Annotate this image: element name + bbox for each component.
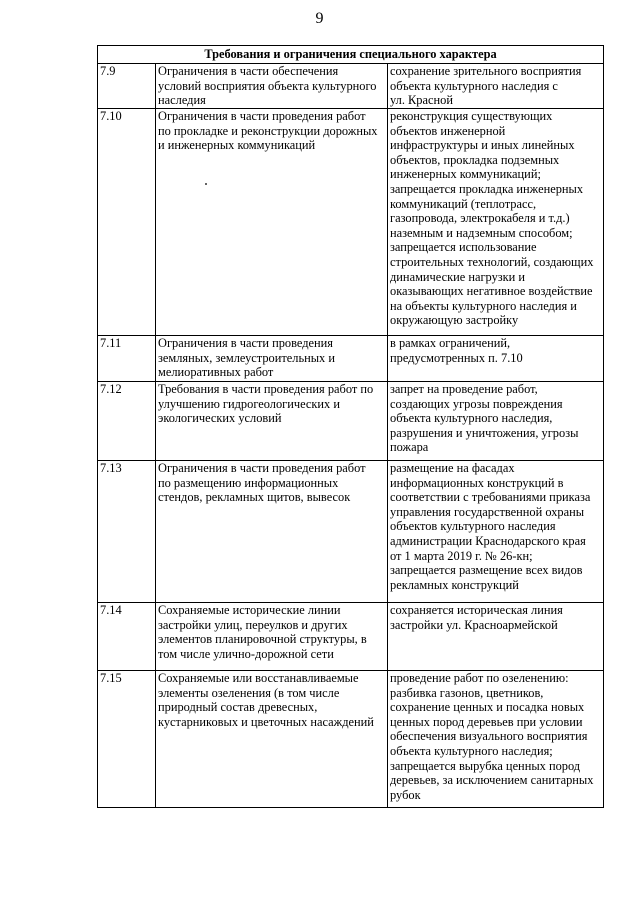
row-number — [98, 382, 156, 461]
table-row — [98, 336, 604, 382]
table-row — [98, 461, 604, 603]
row-number — [98, 64, 156, 109]
requirements-table — [97, 45, 604, 808]
requirement-text: Ограничения в части проведения работ по размещению информационных стендов, рекламных щитов, вывесок — [158, 461, 366, 505]
row-number — [98, 603, 156, 671]
row-number-text: 7.12 — [100, 382, 122, 396]
requirement-text: Ограничения в части обеспечения условий восприятия объекта культурного наследия — [158, 64, 377, 108]
table-header: Требования и ограничения специального характера — [98, 46, 604, 64]
content-text: размещение на фасадах информационных конструкций в соответствии с требованиями приказа управления государственной охраны объектов культурного наследия администрации Краснодарского края от 1 марта 2019 г. № 26-кн; запрещается размещение всех видов рекламных конструкций — [390, 461, 591, 592]
row-number — [98, 671, 156, 808]
requirement-cell — [156, 603, 388, 671]
table-row — [98, 382, 604, 461]
requirement-text: Ограничения в части проведения работ по прокладке и реконструкции дорожных и инженерных коммуникаций — [158, 109, 378, 153]
row-number — [98, 461, 156, 603]
row-number-text: 7.10 — [100, 109, 122, 123]
requirement-text: Ограничения в части проведения земляных, землеустроительных и мелиоративных работ — [158, 336, 335, 380]
content-text: проведение работ по озеленению: разбивка газонов, цветников, сохранение ценных и посадка новых ценных пород деревьев при условии обеспечения визуального восприятия объекта культурного наследия; запрещается вырубка ценных пород деревьев, за исключением санитарных рубок — [390, 671, 594, 802]
row-number-text: 7.15 — [100, 671, 122, 685]
requirement-text: Требования в части проведения работ по улучшению гидрогеологических и экологических условий — [158, 382, 374, 426]
content-cell — [388, 336, 604, 382]
content-text: в рамках ограничений, предусмотренных п. 7.10 — [390, 336, 523, 365]
content-text: реконструкция существующих объектов инженерной инфраструктуры и иных линейных объектов, прокладка подземных инженерных коммуникаций; запрещается прокладка инженерных коммуникаций (теплотрасс, газопровода, электрокабеля и т.д.) наземным и надземным способом; запрещается использование строительных технологий, создающих динамические нагрузки и оказывающих негативное воздействие на объекты культурного наследия и окружающую застройку — [390, 109, 594, 328]
content-cell — [388, 109, 604, 336]
content-cell — [388, 603, 604, 671]
requirement-cell — [156, 64, 388, 109]
scan-speck — [205, 183, 207, 185]
content-cell — [388, 461, 604, 603]
content-text: запрет на проведение работ, создающих угрозы повреждения объекта культурного наследия, разрушения и уничтожения, угрозы пожара — [390, 382, 579, 455]
table-header-row — [98, 46, 604, 64]
requirement-text: Сохраняемые или восстанавливаемые элементы озеленения (в том числе природный состав древесных, кустарниковых и цветочных насаждений — [158, 671, 374, 729]
table-row — [98, 671, 604, 808]
content-text: сохраняется историческая линия застройки ул. Красноармейской — [390, 603, 563, 632]
requirement-cell — [156, 109, 388, 336]
requirement-cell — [156, 336, 388, 382]
requirement-text: Сохраняемые исторические линии застройки улиц, переулков и других элементов планировочной структуры, в том числе улично-дорожной сети — [158, 603, 367, 661]
row-number-text: 7.14 — [100, 603, 122, 617]
requirement-cell — [156, 671, 388, 808]
table-row — [98, 109, 604, 336]
page-number: 9 — [315, 10, 324, 27]
row-number-text: 7.11 — [100, 336, 122, 350]
table-row — [98, 603, 604, 671]
content-cell — [388, 64, 604, 109]
requirement-cell — [156, 461, 388, 603]
content-cell — [388, 382, 604, 461]
row-number — [98, 109, 156, 336]
row-number-text: 7.9 — [100, 64, 116, 78]
row-number — [98, 336, 156, 382]
row-number-text: 7.13 — [100, 461, 122, 475]
content-cell — [388, 671, 604, 808]
content-text: сохранение зрительного восприятия объекта культурного наследия с ул. Красной — [390, 64, 582, 108]
table-row — [98, 64, 604, 109]
requirement-cell — [156, 382, 388, 461]
